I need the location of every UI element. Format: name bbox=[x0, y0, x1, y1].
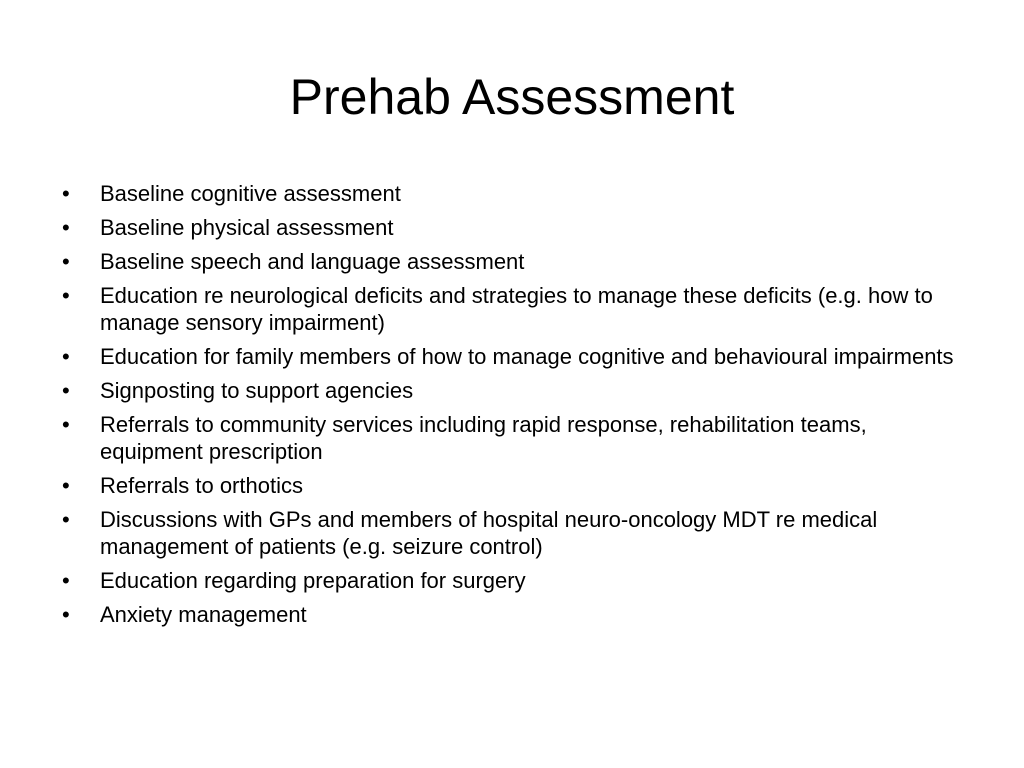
bullet-icon: • bbox=[62, 249, 70, 274]
list-item bbox=[60, 472, 970, 499]
bullet-icon: • bbox=[62, 412, 70, 437]
list-item bbox=[60, 411, 970, 465]
bullet-icon: • bbox=[62, 507, 70, 532]
bullet-text: Discussions with GPs and members of hospital neuro-oncology MDT re medical management of patients (e.g. seizure control) bbox=[100, 507, 878, 559]
bullet-text: Education regarding preparation for surgery bbox=[100, 568, 526, 593]
slide-title: Prehab Assessment bbox=[289, 69, 735, 125]
list-item bbox=[60, 248, 970, 275]
list-item bbox=[60, 343, 970, 370]
bullet-icon: • bbox=[62, 473, 70, 498]
bullet-icon: • bbox=[62, 378, 70, 403]
bullet-icon: • bbox=[62, 283, 70, 308]
bullet-icon: • bbox=[62, 568, 70, 593]
bullet-text: Referrals to community services including rapid response, rehabilitation teams, equipment prescription bbox=[100, 412, 867, 464]
list-item bbox=[60, 214, 970, 241]
bullet-text: Baseline physical assessment bbox=[100, 215, 394, 240]
bullet-text: Signposting to support agencies bbox=[100, 378, 414, 403]
bullet-text: Baseline cognitive assessment bbox=[100, 181, 401, 206]
bullet-text: Baseline speech and language assessment bbox=[100, 249, 525, 274]
bullet-text: Anxiety management bbox=[100, 602, 307, 627]
list-item bbox=[60, 601, 970, 628]
list-item bbox=[60, 567, 970, 594]
bullet-icon: • bbox=[62, 344, 70, 369]
bullet-text: Education re neurological deficits and strategies to manage these deficits (e.g. how to manage sensory impairment) bbox=[100, 283, 933, 335]
bullet-text: Education for family members of how to manage cognitive and behavioural impairments bbox=[100, 344, 954, 369]
bullet-text: Referrals to orthotics bbox=[100, 473, 303, 498]
bullet-list bbox=[60, 180, 970, 635]
list-item bbox=[60, 282, 970, 336]
list-item bbox=[60, 506, 970, 560]
list-item bbox=[60, 180, 970, 207]
list-item bbox=[60, 377, 970, 404]
bullet-icon: • bbox=[62, 602, 70, 627]
bullet-icon: • bbox=[62, 215, 70, 240]
bullet-icon: • bbox=[62, 181, 70, 206]
